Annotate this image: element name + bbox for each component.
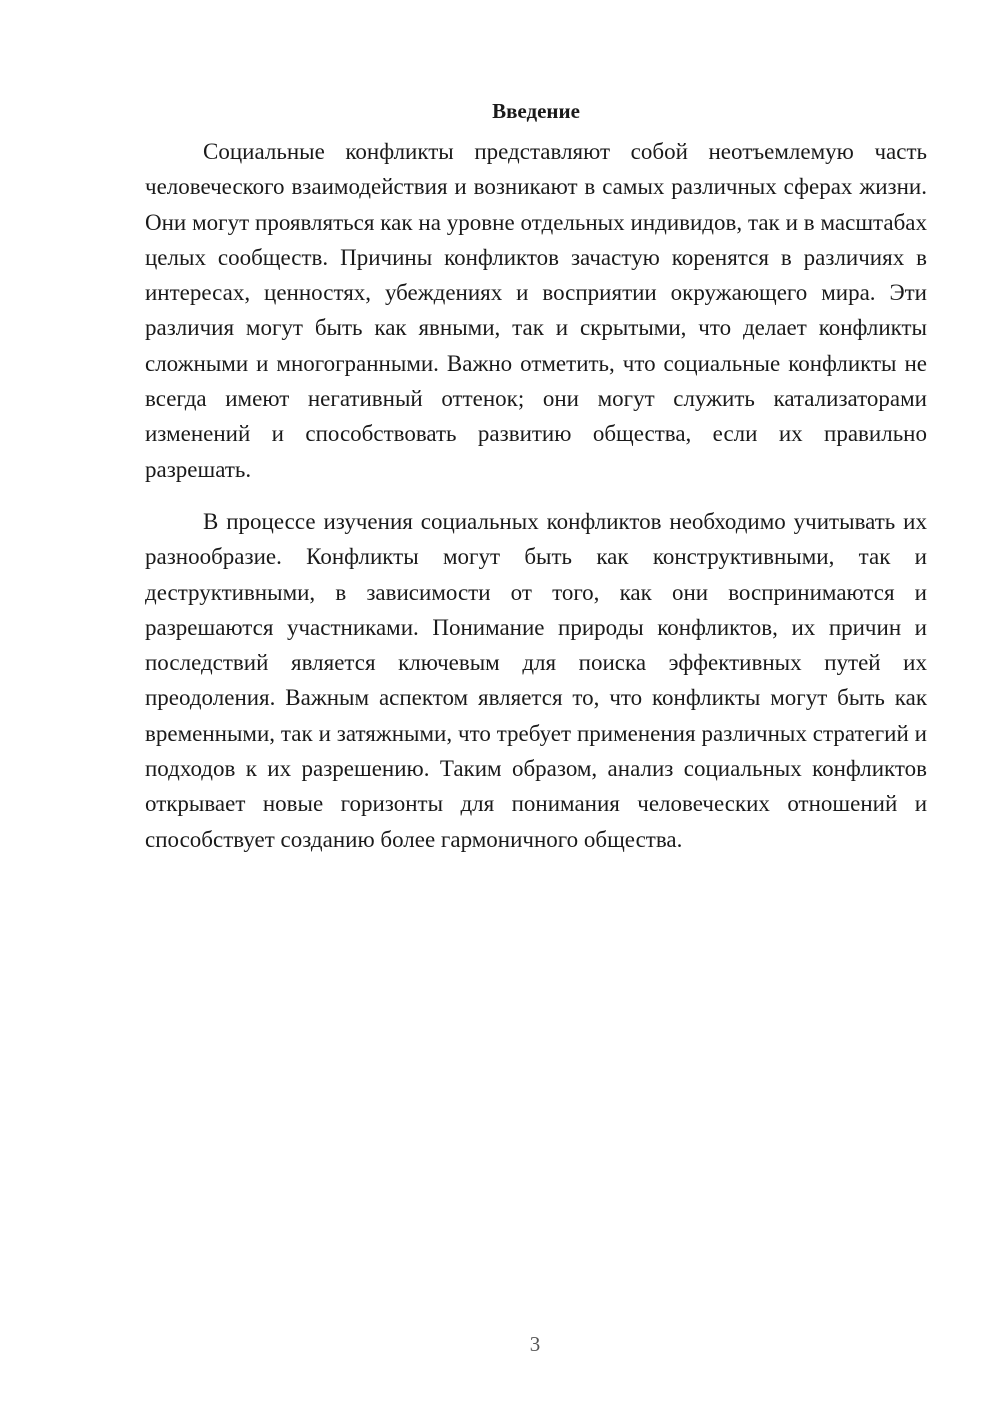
section-heading: Введение [492, 99, 580, 123]
paragraph-1: Социальные конфликты представляют собой неотъемлемую часть человеческого взаимодействия и возникают в самых различных сферах жизни. Они могут проявляться как на уровне отдельных индивидов, так и в масштабах целых сообществ. Причины конфликтов зачастую коренятся в различиях в интересах, ценностях, убеждениях и восприятии окружающего мира. Эти различия могут быть как явными, так и скрытыми, что делает конфликты сложными и многогранными. Важно отметить, что социальные конфликты не всегда имеют негативный оттенок; они могут служить катализаторами изменений и способствовать развитию общества, если их правильно разрешать. [145, 139, 927, 482]
paragraph-2: В процессе изучения социальных конфликтов необходимо учитывать их разнообразие. Конфликты могут быть как конструктивными, так и деструктивными, в зависимости от того, как они воспринимаются и разрешаются участниками. Понимание природы конфликтов, их причин и последствий является ключевым для поиска эффективных путей их преодоления. Важным аспектом является то, что конфликты могут быть как временными, так и затяжными, что требует применения различных стратегий и подходов к их разрешению. Таким образом, анализ социальных конфликтов открывает новые горизонты для понимания человеческих отношений и способствует созданию более гармоничного общества. [145, 508, 927, 852]
page-content [145, 96, 927, 857]
page-number: 3 [529, 1332, 541, 1356]
